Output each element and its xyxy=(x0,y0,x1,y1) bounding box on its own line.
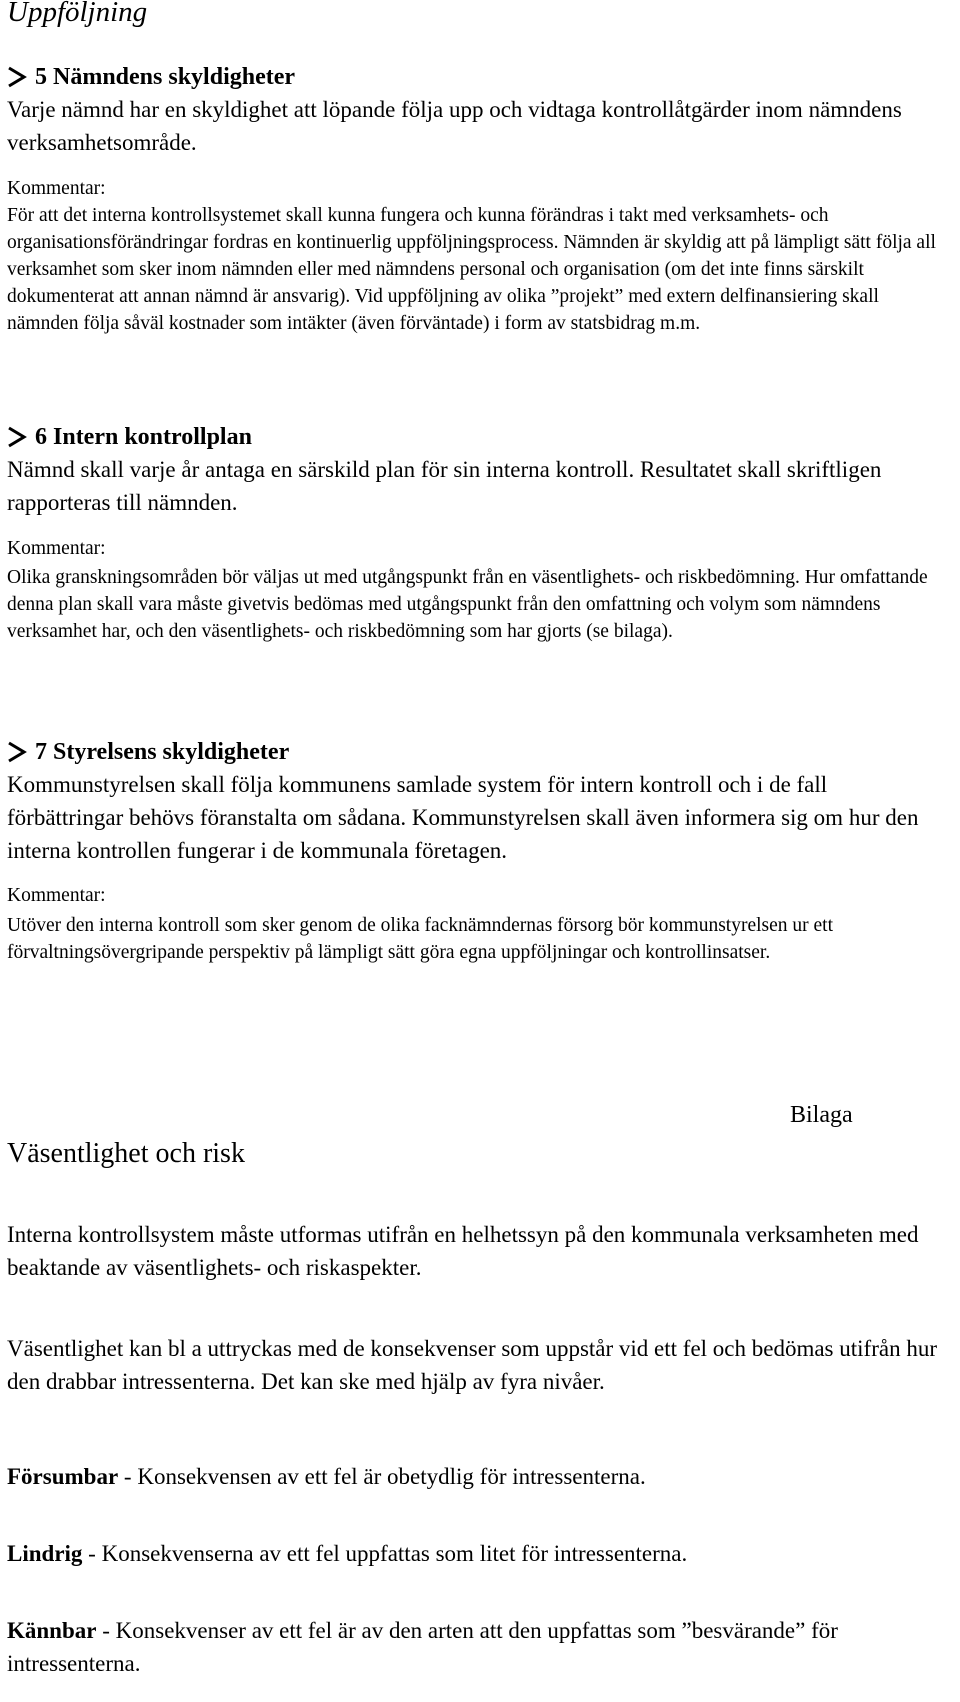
section-7-comment: Utöver den interna kontroll som sker genom de olika facknämndernas försorg bör kommunstyrelsen ur ett förvaltningsövergripande perspektiv på lämpligt sätt göra egna uppföljningar och kontrollinsatser. xyxy=(7,915,834,963)
level-text: - Konsekvenser av ett fel är av den arten att den uppfattas som ”besvärande” för intressenterna. xyxy=(7,1618,838,1676)
section-5-heading xyxy=(7,62,295,92)
level-name: Försumbar xyxy=(7,1464,119,1489)
section-7-heading xyxy=(7,737,289,767)
section-5-heading-text: 5 Nämndens skyldigheter xyxy=(35,64,296,90)
level-name: Lindrig xyxy=(7,1541,83,1566)
section-6-comment-label: Kommentar: xyxy=(7,538,106,559)
level-item-forsumbar xyxy=(7,1460,952,1493)
level-name: Kännbar xyxy=(7,1618,97,1643)
risk-heading: Väsentlighet och risk xyxy=(7,1138,245,1169)
section-7-comment-label: Kommentar: xyxy=(7,885,106,906)
level-item-kannbar xyxy=(7,1614,952,1680)
risk-levels-intro: Väsentlighet kan bl a uttryckas med de konsekvenser som uppstår vid ett fel och bedömas utifrån hur den drabbar intressenterna. Det kan ske med hjälp av fyra nivåer. xyxy=(7,1336,937,1394)
section-6-body: Nämnd skall varje år antaga en särskild plan för sin interna kontroll. Resultatet skall skriftligen rapporteras till nämnden. xyxy=(7,457,882,515)
page-title: Uppföljning xyxy=(7,0,148,28)
arrow-icon xyxy=(7,65,29,89)
level-item-lindrig xyxy=(7,1537,952,1570)
arrow-icon xyxy=(7,425,29,449)
risk-intro: Interna kontrollsystem måste utformas utifrån en helhetssyn på den kommunala verksamheten med beaktande av väsentlighets- och riskaspekter. xyxy=(7,1222,919,1280)
level-text: - Konsekvenserna av ett fel uppfattas som litet för intressenterna. xyxy=(82,1541,688,1566)
section-5-comment-label: Kommentar: xyxy=(7,178,106,199)
section-7-body: Kommunstyrelsen skall följa kommunens samlade system för intern kontroll och i de fall förbättringar behövs föranstalta om sådana. Kommunstyrelsen skall även informera sig om hur den interna kontrollen fungerar i de kommunala företagen. xyxy=(7,772,919,863)
section-5-comment: För att det interna kontrollsystemet skall kunna fungera och kunna förändras i takt med verksamhets- och organisationsförändringar fordras en kontinuerlig uppföljningsprocess. Nämnden är skyldig att på lämpligt sätt följa all verksamhet som sker inom nämnden eller med nämndens personal och organisation (om det inte finns särskilt dokumenterat att annan nämnd är ansvarig). Vid uppföljning av olika ”projekt” med extern delfinansiering skall nämnden följa såväl kostnader som intäkter (även förväntade) i form av statsbidrag m.m. xyxy=(7,205,936,334)
arrow-icon xyxy=(7,740,29,764)
bilaga-label: Bilaga xyxy=(790,1102,853,1128)
section-7-heading-text: 7 Styrelsens skyldigheter xyxy=(35,739,290,765)
section-6-comment: Olika granskningsområden bör väljas ut med utgångspunkt från en väsentlighets- och riskbedömning. Hur omfattande denna plan skall vara måste givetvis bedömas med utgångspunkt från den omfattning och volym som nämndens verksamhet har, och den väsentlighets- och riskbedömning som har gjorts (se bilaga). xyxy=(7,567,928,642)
section-5-body: Varje nämnd har en skyldighet att löpande följa upp och vidtaga kontrollåtgärder inom nämndens verksamhetsområde. xyxy=(7,97,902,155)
level-text: - Konsekvensen av ett fel är obetydlig för intressenterna. xyxy=(118,1464,646,1489)
section-6-heading-text: 6 Intern kontrollplan xyxy=(35,424,252,450)
section-6-heading xyxy=(7,422,252,452)
